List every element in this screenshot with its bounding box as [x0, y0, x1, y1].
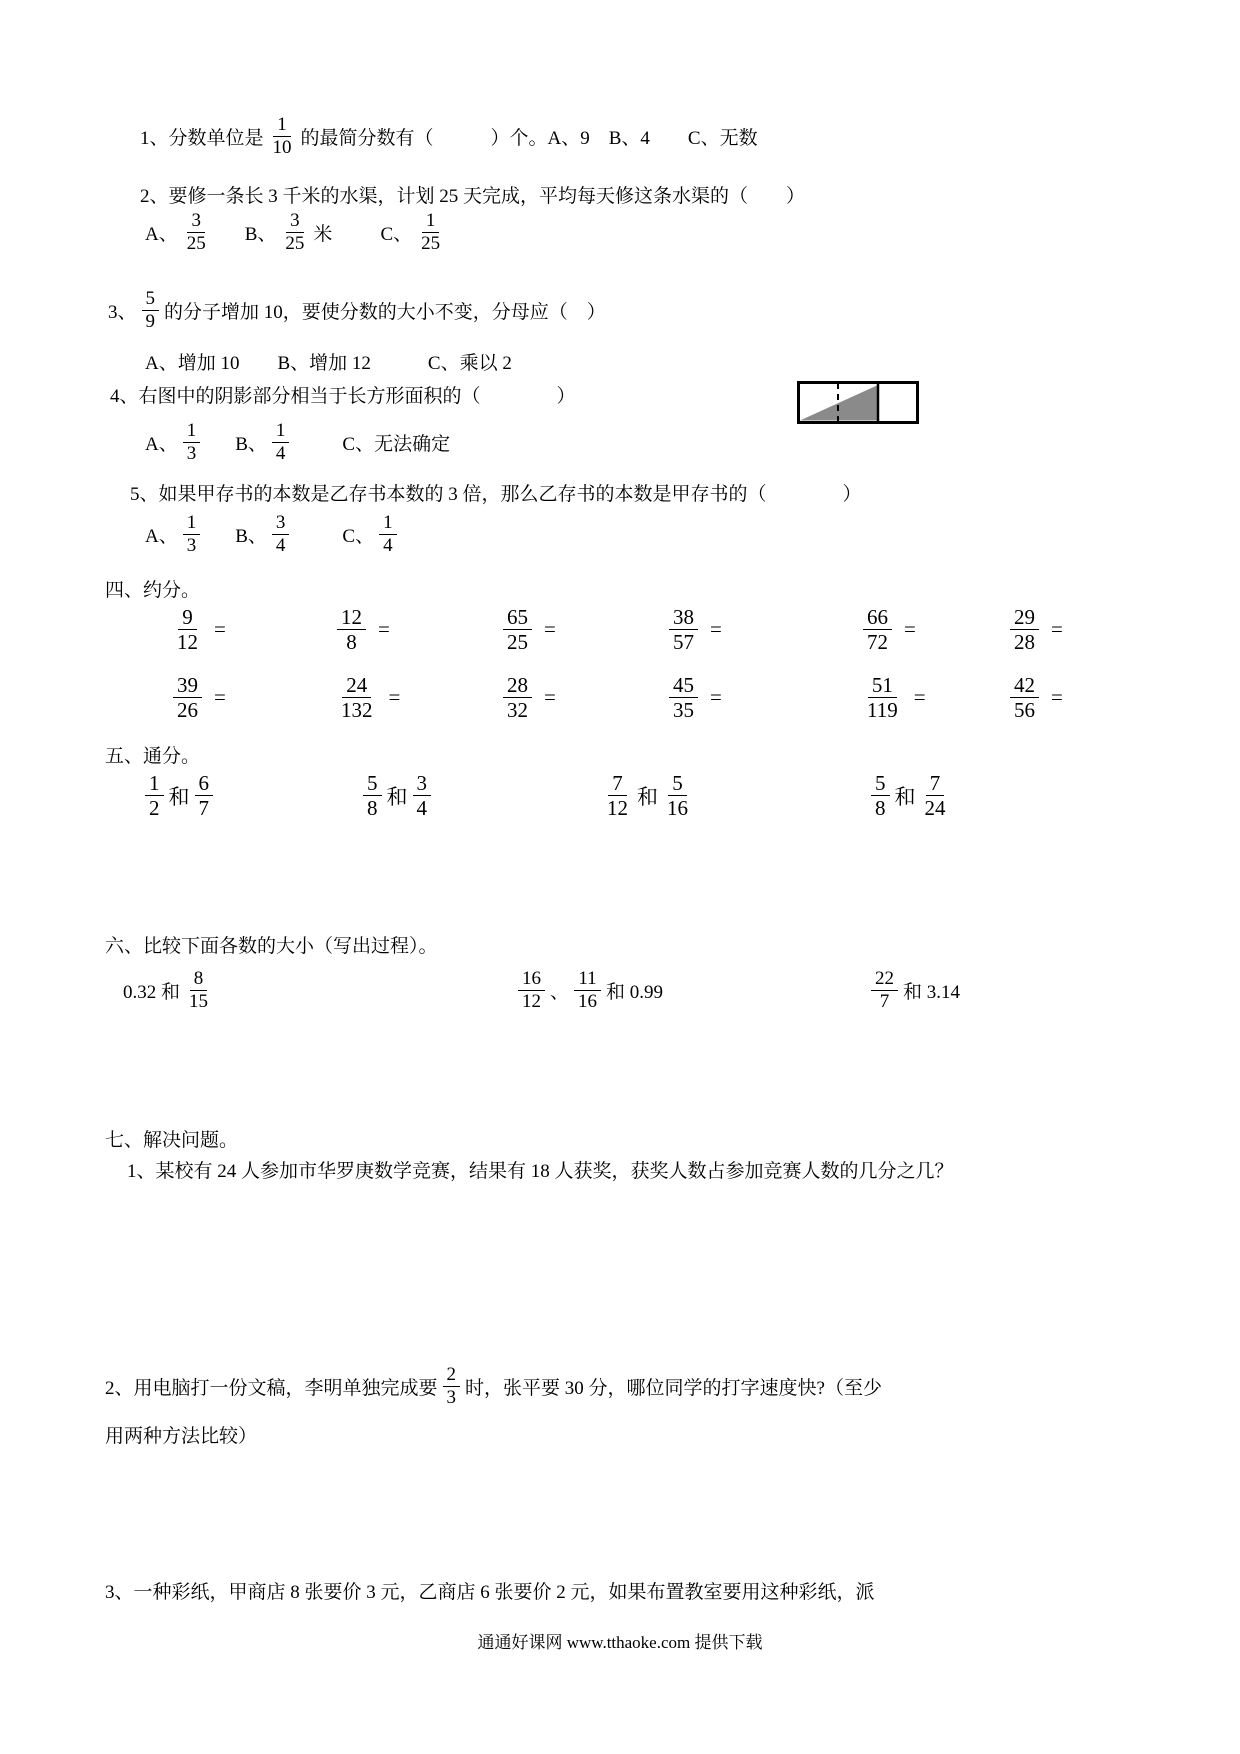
fraction-numerator: 28 — [503, 673, 532, 698]
option-c-label: C、 — [380, 223, 413, 245]
fraction-denominator: 8 — [346, 630, 357, 655]
question-2-options — [145, 210, 449, 255]
common-denominator-item — [598, 771, 697, 820]
equals-sign: = — [214, 617, 226, 642]
problem-1 — [105, 1156, 1145, 1187]
fraction-denominator: 3 — [186, 534, 197, 556]
option-a-label: A、 — [145, 223, 178, 245]
fraction-numerator: 45 — [669, 673, 698, 698]
compare-item — [513, 968, 663, 1013]
fraction — [142, 288, 160, 333]
question-3-number: 3、 — [108, 301, 137, 323]
fraction-numerator: 3 — [286, 210, 304, 233]
question-4 — [110, 384, 576, 410]
fraction-numerator: 39 — [173, 673, 202, 698]
option-a-label: A、 — [145, 433, 178, 455]
fraction-denominator: 7 — [198, 796, 209, 821]
fraction — [272, 420, 290, 465]
fraction — [379, 512, 397, 557]
equals-sign: = — [710, 617, 722, 642]
problem-2-text-post: 时，张平要 30 分，哪位同学的打字速度快?（至少 — [465, 1377, 882, 1399]
fraction-numerator: 5 — [871, 771, 890, 796]
fraction-numerator: 8 — [190, 968, 208, 991]
fraction — [183, 420, 201, 465]
equals-sign: = — [1051, 685, 1063, 710]
reduce-item — [858, 605, 916, 654]
fraction — [1010, 673, 1039, 722]
fraction — [518, 968, 545, 1013]
fraction-numerator: 5 — [363, 771, 382, 796]
compare-item-text: 0.32 和 — [123, 981, 181, 1003]
fraction — [863, 605, 892, 654]
section-4-title-text: 四、约分。 — [105, 580, 201, 601]
and-label: 和 — [168, 784, 190, 809]
fraction-numerator: 3 — [187, 210, 205, 233]
section-6-title — [105, 934, 438, 960]
question-4-text: 4、右图中的阴影部分相当于长方形面积的（ ） — [110, 386, 576, 407]
fraction-numerator: 51 — [868, 673, 897, 698]
fraction-numerator: 24 — [342, 673, 371, 698]
fraction — [173, 673, 202, 722]
fraction-denominator: 15 — [189, 990, 209, 1012]
fraction — [603, 771, 632, 820]
question-1-text-pre: 1、分数单位是 — [140, 127, 264, 149]
problem-3-text: 3、一种彩纸，甲商店 8 张要价 3 元，乙商店 6 张要价 2 元，如果布置教室要用这种彩纸，派 — [105, 1582, 875, 1603]
fraction-denominator: 35 — [673, 698, 694, 723]
equals-sign: = — [913, 685, 926, 710]
fraction — [921, 771, 950, 820]
fraction-denominator: 56 — [1014, 698, 1035, 723]
reduce-item — [332, 605, 390, 654]
fraction-numerator: 5 — [668, 771, 687, 796]
question-4-options — [145, 420, 450, 465]
fraction — [503, 605, 532, 654]
reduce-item — [498, 673, 556, 722]
fraction-numerator: 38 — [669, 605, 698, 630]
rectangle-figure — [797, 381, 919, 429]
section-7-title — [105, 1128, 238, 1154]
and-label: 和 — [894, 784, 916, 809]
fraction — [574, 968, 601, 1013]
question-3-options — [145, 351, 512, 377]
fraction-denominator: 25 — [507, 630, 528, 655]
question-2 — [140, 184, 805, 210]
option-c-label: C、 — [342, 525, 375, 547]
fraction-denominator: 25 — [421, 232, 441, 254]
equals-sign: = — [214, 685, 226, 710]
separator: 、 — [550, 981, 570, 1003]
fraction — [503, 673, 532, 722]
question-1-text-post: 的最简分数有（ ）个。A、9 B、4 C、无数 — [300, 127, 758, 149]
fraction — [443, 1364, 461, 1409]
fraction-denominator: 4 — [416, 796, 427, 821]
fraction-numerator: 1 — [379, 512, 397, 535]
fraction — [871, 968, 898, 1013]
section-5-title-text: 五、通分。 — [105, 746, 201, 767]
fraction-denominator: 8 — [875, 796, 886, 821]
question-3 — [108, 288, 606, 333]
fraction-denominator: 3 — [446, 1386, 457, 1408]
fraction-numerator: 11 — [574, 968, 600, 991]
question-3-options-text: A、增加 10 B、增加 12 C、乘以 2 — [145, 353, 512, 374]
problem-3 — [105, 1580, 875, 1606]
fraction — [185, 968, 212, 1013]
fraction-numerator: 6 — [195, 771, 214, 796]
reduce-item — [168, 605, 226, 654]
question-5 — [130, 482, 862, 508]
option-b-label: B、 — [244, 223, 277, 245]
fraction-numerator: 1 — [145, 771, 164, 796]
problem-2-text-pre: 2、用电脑打一份文稿，李明单独完成要 — [105, 1377, 438, 1399]
problem-2-text-line-2: 用两种方法比较） — [105, 1426, 258, 1447]
fraction — [871, 771, 890, 820]
fraction — [269, 114, 296, 159]
fraction — [663, 771, 692, 820]
problem-1-text: 1、某校有 24 人参加市华罗庚数学竞赛，结果有 18 人获奖，获奖人数占参加竞赛人数的几分之几？ — [127, 1161, 954, 1182]
reduce-item — [498, 605, 556, 654]
fraction — [183, 512, 201, 557]
fraction-denominator: 132 — [341, 698, 373, 723]
fraction-denominator: 25 — [285, 232, 305, 254]
question-3-text: 的分子增加 10，要使分数的大小不变，分母应（ ） — [164, 301, 606, 323]
question-1 — [140, 114, 758, 159]
fraction-denominator: 12 — [607, 796, 628, 821]
fraction-numerator: 16 — [518, 968, 545, 991]
footer-text: 通通好课网 www.tthaoke.com 提供下载 — [477, 1633, 763, 1652]
and-label: 和 — [637, 784, 658, 809]
compare-item — [123, 968, 217, 1013]
fraction — [195, 771, 214, 820]
option-c-label: C、无法确定 — [342, 433, 451, 455]
option-b-label: B、 — [235, 525, 267, 547]
equals-sign: = — [710, 685, 722, 710]
question-2-text: 2、要修一条长 3 千米的水渠，计划 25 天完成，平均每天修这条水渠的（ ） — [140, 186, 806, 207]
fraction — [145, 771, 164, 820]
rectangle-figure-svg — [797, 381, 919, 424]
fraction-numerator: 42 — [1010, 673, 1039, 698]
common-denominator-item — [358, 771, 436, 820]
fraction-denominator: 12 — [522, 990, 541, 1012]
fraction-numerator: 65 — [503, 605, 532, 630]
fraction — [337, 605, 366, 654]
fraction — [183, 210, 210, 255]
page-footer — [0, 1628, 1240, 1653]
equals-sign: = — [544, 617, 556, 642]
fraction-numerator: 7 — [608, 771, 627, 796]
fraction-numerator: 9 — [178, 605, 197, 630]
fraction-numerator: 3 — [272, 512, 290, 535]
fraction-denominator: 10 — [272, 136, 292, 158]
fraction-denominator: 24 — [924, 796, 946, 821]
section-6-title-text: 六、比较下面各数的大小（写出过程）。 — [105, 936, 438, 957]
fraction-numerator: 66 — [863, 605, 892, 630]
option-b-label: B、 — [235, 433, 267, 455]
fraction-denominator: 57 — [673, 630, 694, 655]
reduce-item — [858, 673, 926, 722]
fraction — [281, 210, 308, 255]
fraction — [863, 673, 902, 722]
fraction-denominator: 72 — [867, 630, 888, 655]
fraction-denominator: 3 — [186, 442, 197, 464]
fraction-denominator: 4 — [275, 534, 286, 556]
fraction-numerator: 1 — [272, 420, 290, 443]
fraction — [173, 605, 202, 654]
fraction-denominator: 4 — [383, 534, 393, 556]
fraction-denominator: 119 — [867, 698, 898, 723]
compare-item-text: 和 0.99 — [606, 981, 664, 1003]
fraction-numerator: 12 — [337, 605, 366, 630]
fraction-denominator: 2 — [149, 796, 160, 821]
reduce-item — [664, 673, 722, 722]
reduce-item — [1005, 673, 1063, 722]
reduce-item — [1005, 605, 1063, 654]
fraction — [413, 771, 432, 820]
shaded-triangle — [800, 385, 878, 421]
fraction-numerator: 29 — [1010, 605, 1039, 630]
fraction-denominator: 7 — [879, 990, 890, 1012]
reduce-item — [332, 673, 400, 722]
fraction-numerator: 1 — [183, 420, 201, 443]
compare-item-text: 和 3.14 — [903, 981, 961, 1003]
fraction-denominator: 12 — [177, 630, 198, 655]
and-label: 和 — [386, 784, 408, 809]
fraction-denominator: 16 — [667, 796, 688, 821]
fraction-numerator: 1 — [183, 512, 201, 535]
question-5-text: 5、如果甲存书的本数是乙存书本数的 3 倍，那么乙存书的本数是甲存书的（ ） — [130, 484, 862, 505]
equals-sign: = — [388, 685, 401, 710]
fraction-numerator: 2 — [443, 1364, 461, 1387]
reduce-item — [664, 605, 722, 654]
fraction — [669, 673, 698, 722]
fraction-numerator: 1 — [422, 210, 440, 233]
fraction — [272, 512, 290, 557]
fraction-numerator: 3 — [413, 771, 432, 796]
fraction — [669, 605, 698, 654]
equals-sign: = — [1051, 617, 1063, 642]
reduce-item — [168, 673, 226, 722]
fraction — [363, 771, 382, 820]
fraction-denominator: 28 — [1014, 630, 1035, 655]
fraction-denominator: 9 — [145, 310, 156, 332]
equals-sign: = — [378, 617, 390, 642]
equals-sign: = — [544, 685, 556, 710]
option-a-label: A、 — [145, 525, 178, 547]
fraction — [1010, 605, 1039, 654]
fraction-denominator: 4 — [275, 442, 286, 464]
common-denominator-item — [866, 771, 955, 820]
section-4-title — [105, 578, 200, 604]
fraction-denominator: 16 — [578, 990, 598, 1012]
fraction-denominator: 32 — [507, 698, 528, 723]
fraction-numerator: 7 — [926, 771, 945, 796]
problem-2-line-2 — [105, 1424, 257, 1450]
fraction-denominator: 26 — [177, 698, 198, 723]
fraction-numerator: 1 — [273, 114, 291, 137]
section-7-title-text: 七、解决问题。 — [105, 1130, 239, 1151]
option-b-unit: 米 — [313, 223, 333, 245]
section-5-title — [105, 744, 200, 770]
fraction — [337, 673, 377, 722]
fraction-numerator: 22 — [871, 968, 898, 991]
equals-sign: = — [904, 617, 916, 642]
common-denominator-item — [140, 771, 218, 820]
fraction-denominator: 25 — [186, 232, 206, 254]
question-5-options — [145, 512, 402, 557]
compare-item — [866, 968, 960, 1013]
fraction-numerator: 5 — [142, 288, 160, 311]
fraction — [417, 210, 444, 255]
fraction-denominator: 8 — [367, 796, 378, 821]
problem-2 — [105, 1364, 882, 1409]
